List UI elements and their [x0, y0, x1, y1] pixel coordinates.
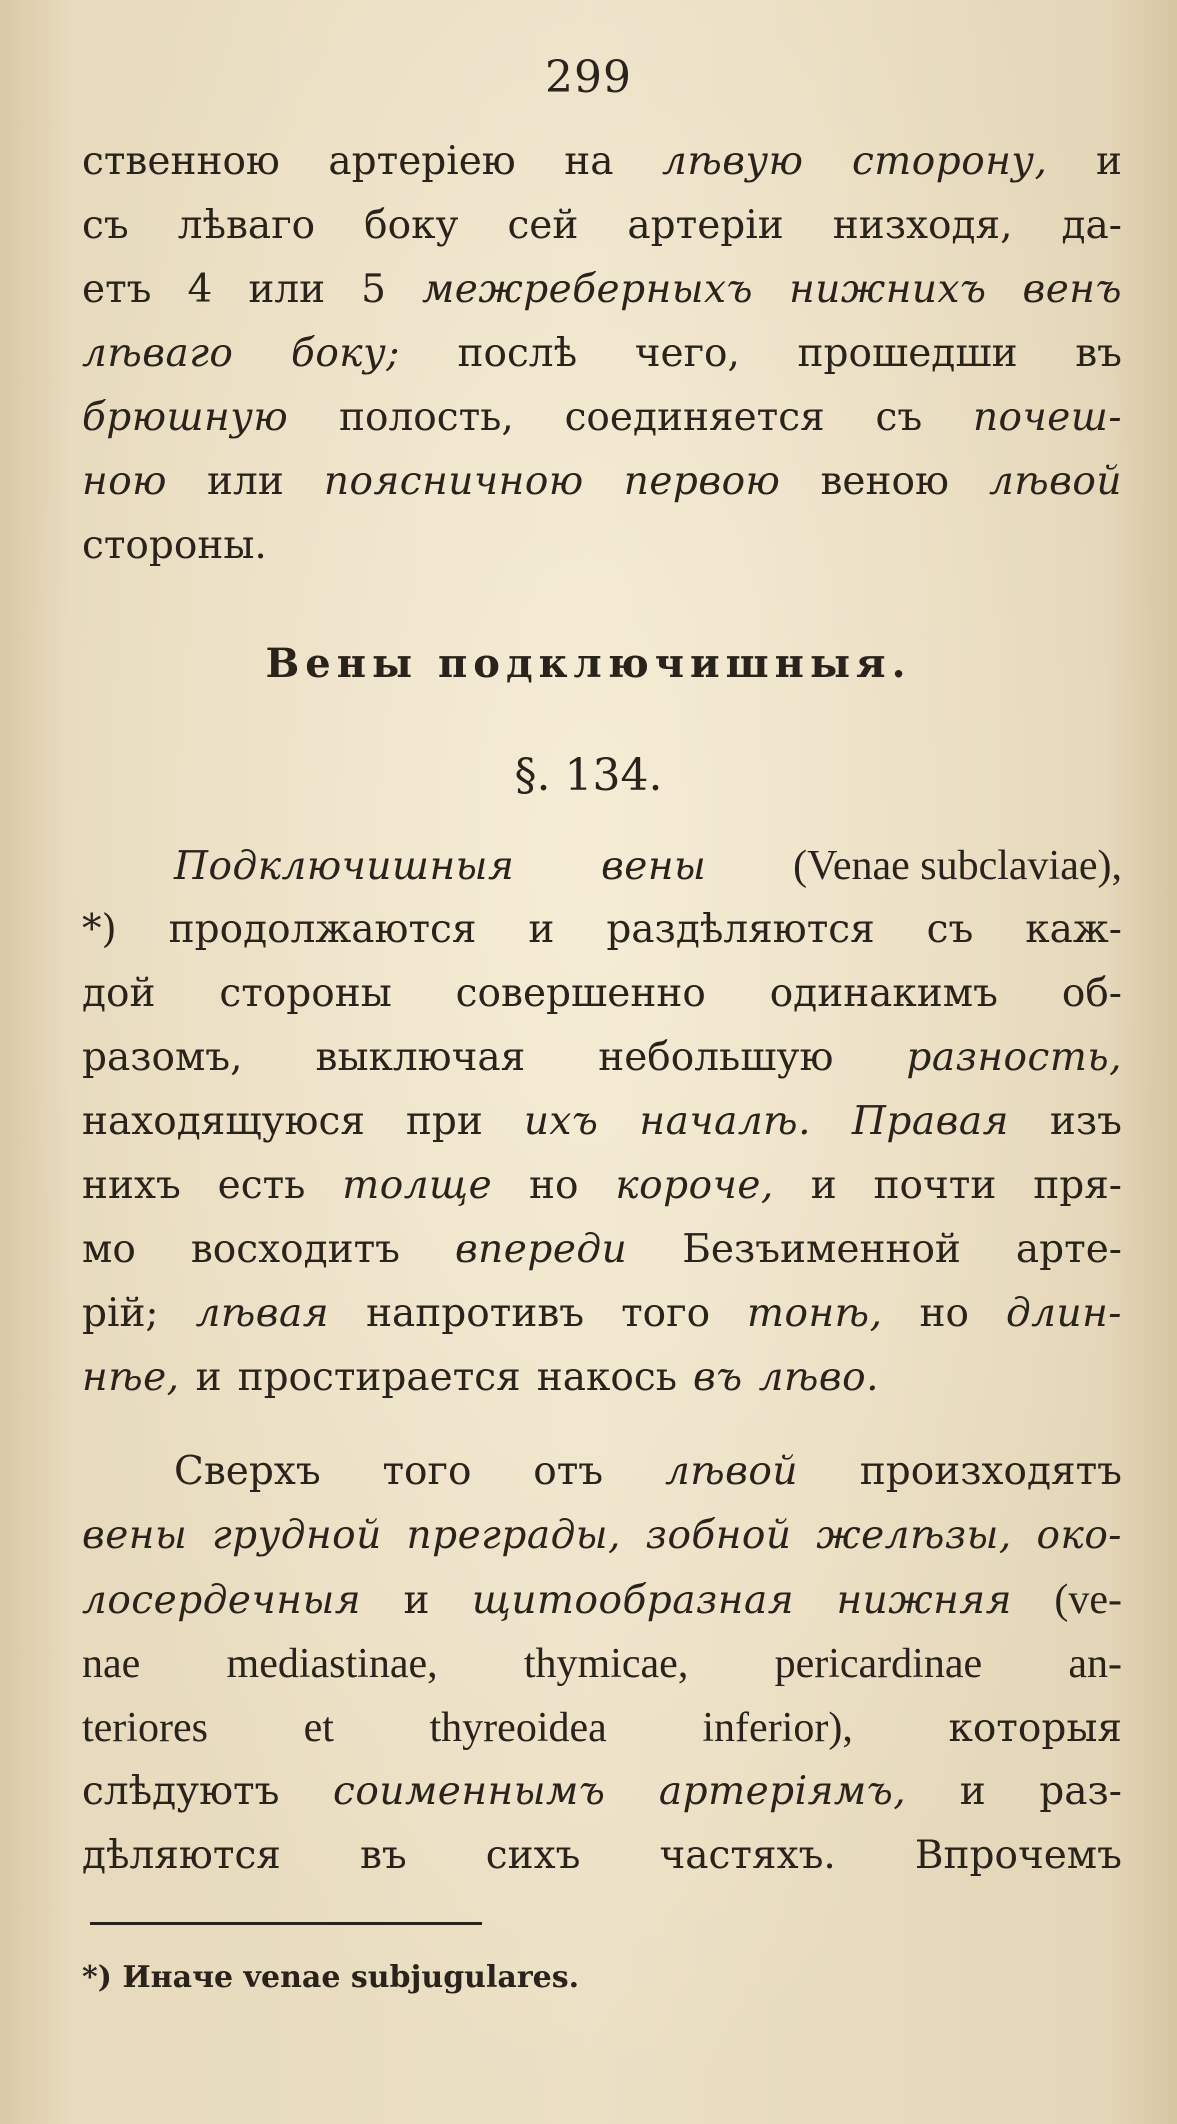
word: поясничною	[323, 459, 584, 504]
word: щитообразная	[471, 1578, 795, 1623]
text-line	[82, 1346, 1122, 1410]
paragraph-2	[82, 834, 1122, 1410]
word: которыя	[948, 1706, 1122, 1751]
word: око-	[1036, 1513, 1122, 1558]
word: вены	[601, 844, 707, 889]
text-line	[82, 962, 1122, 1026]
word: грудной	[211, 1513, 382, 1558]
text-line	[82, 1504, 1122, 1568]
word: первою	[623, 459, 781, 504]
word: соединяется	[564, 395, 825, 440]
word: межреберныхъ	[421, 267, 754, 312]
word: напротивъ	[366, 1291, 585, 1336]
word: дой	[82, 971, 156, 1016]
word: 5	[361, 267, 386, 312]
word: Подключишныя	[174, 844, 515, 889]
text-line	[82, 1760, 1122, 1824]
word: mediastinae,	[226, 1641, 438, 1687]
word: Впрочемъ	[914, 1833, 1122, 1878]
word: арте-	[1015, 1227, 1122, 1272]
word: сей	[507, 203, 579, 248]
word: слѣдуютъ	[82, 1769, 280, 1814]
word: да-	[1061, 203, 1122, 248]
text-line	[82, 1282, 1122, 1346]
word: боку	[364, 203, 459, 248]
text-line	[82, 1154, 1122, 1218]
word: венъ	[1022, 267, 1122, 312]
word: почти	[873, 1163, 997, 1208]
word: et	[303, 1705, 334, 1751]
word: и	[195, 1355, 222, 1400]
word: лѣвая	[195, 1291, 330, 1336]
word: артеріею	[328, 139, 516, 184]
page-number: 299	[545, 52, 632, 103]
word: или	[248, 267, 326, 312]
word: каж-	[1025, 907, 1122, 952]
word: и	[959, 1769, 986, 1814]
word: толще	[342, 1163, 493, 1208]
word: разность,	[906, 1035, 1122, 1080]
word: (ve-	[1054, 1577, 1122, 1623]
word: чего,	[634, 331, 740, 376]
word: и	[403, 1578, 430, 1623]
word: небольшую	[598, 1035, 834, 1080]
word: прошедши	[797, 331, 1018, 376]
word: нѣе,	[82, 1355, 180, 1400]
word: лѣваго	[177, 203, 316, 248]
word: того	[382, 1449, 472, 1494]
text-line	[82, 322, 1122, 386]
word: съ	[82, 203, 129, 248]
word: отъ	[533, 1449, 604, 1494]
text-line	[82, 258, 1122, 322]
footnote-rule	[90, 1922, 482, 1925]
word: въ	[1075, 331, 1122, 376]
text-line	[82, 1218, 1122, 1282]
word: началѣ.	[639, 1099, 811, 1144]
word: того	[621, 1291, 711, 1336]
word: thyreoidea	[429, 1705, 607, 1751]
word: рій;	[82, 1291, 159, 1336]
word: тонѣ,	[747, 1291, 883, 1336]
text-line	[82, 1632, 1122, 1696]
text-line	[82, 1440, 1122, 1504]
word: стороны.	[82, 523, 267, 568]
word: при	[405, 1099, 483, 1144]
word: находящуюся	[82, 1099, 365, 1144]
word: етъ	[82, 267, 152, 312]
text-line	[82, 834, 1122, 898]
word: вены	[82, 1513, 188, 1558]
word: разомъ,	[82, 1035, 243, 1080]
word: нижняя	[836, 1578, 1012, 1623]
word: nae	[82, 1641, 141, 1687]
word: съ	[926, 907, 974, 952]
word: почеш-	[972, 395, 1122, 440]
word: выключая	[315, 1035, 526, 1080]
word: полость,	[339, 395, 514, 440]
word: зобной	[645, 1513, 792, 1558]
text-line	[82, 1696, 1122, 1760]
word: впереди	[454, 1227, 628, 1272]
word: въ	[359, 1833, 407, 1878]
text-line	[82, 898, 1122, 962]
word: совершенно	[455, 971, 706, 1016]
word: лѣво.	[758, 1355, 879, 1400]
text-line	[82, 194, 1122, 258]
word: длин-	[1005, 1291, 1122, 1336]
word: ною	[82, 459, 168, 504]
section-heading: Вены подключишныя.	[265, 640, 912, 687]
word: thymicae,	[523, 1641, 689, 1687]
text-line	[82, 130, 1122, 194]
text-line	[82, 386, 1122, 450]
word: Безъименной	[682, 1227, 961, 1272]
text-line	[82, 514, 1122, 578]
word: одинакимъ	[769, 971, 998, 1016]
word: (Venae subclaviae),	[793, 843, 1122, 889]
word: боку;	[291, 331, 400, 376]
word: лѣвую	[662, 139, 804, 184]
word: простирается	[237, 1355, 521, 1400]
word: въ	[692, 1355, 743, 1400]
word: желѣзы,	[816, 1513, 1012, 1558]
text-line	[82, 1026, 1122, 1090]
footnote: *) Иначе venae subjugulares.	[82, 1960, 580, 1995]
word: лосердечныя	[82, 1578, 362, 1623]
word: произходятъ	[859, 1449, 1122, 1494]
word: ихъ	[523, 1099, 599, 1144]
word: раз-	[1039, 1769, 1122, 1814]
word: лѣвой	[664, 1449, 798, 1494]
word: *)	[82, 907, 117, 952]
word: и	[810, 1163, 837, 1208]
section-number: §. 134.	[514, 750, 663, 801]
word: низходя,	[832, 203, 1013, 248]
word: послѣ	[457, 331, 578, 376]
word: сихъ	[485, 1833, 581, 1878]
word: артеріямъ,	[658, 1769, 907, 1814]
text-line	[82, 1090, 1122, 1154]
word: но	[919, 1291, 969, 1336]
text-line	[82, 1568, 1122, 1632]
word: но	[529, 1163, 579, 1208]
word: частяхъ.	[659, 1833, 836, 1878]
word: inferior),	[702, 1705, 853, 1751]
word: соименнымъ	[333, 1769, 606, 1814]
word: накось	[536, 1355, 677, 1400]
word: и	[528, 907, 555, 952]
word: есть	[217, 1163, 306, 1208]
word: 4	[187, 267, 213, 312]
word: пря-	[1033, 1163, 1122, 1208]
word: an-	[1068, 1641, 1122, 1687]
text-line	[82, 1824, 1122, 1888]
paragraph-1	[82, 130, 1122, 578]
text-line	[82, 450, 1122, 514]
word: брюшную	[82, 395, 289, 440]
word: лѣваго	[82, 331, 234, 376]
word: Правая	[851, 1099, 1009, 1144]
word: лѣвой	[988, 459, 1122, 504]
word: раздѣляются	[606, 907, 875, 952]
word: восходитъ	[190, 1227, 400, 1272]
word: веною	[820, 459, 949, 504]
word: артеріи	[627, 203, 784, 248]
word: или	[207, 459, 284, 504]
word: Сверхъ	[174, 1449, 321, 1494]
word: продолжаются	[168, 907, 477, 952]
word: дѣляются	[82, 1833, 281, 1878]
paragraph-3	[82, 1440, 1122, 1888]
word: ственною	[82, 139, 280, 184]
word: съ	[875, 395, 923, 440]
word: нихъ	[82, 1163, 181, 1208]
word: стороны	[219, 971, 392, 1016]
word: сторону,	[851, 139, 1048, 184]
word: teriores	[82, 1705, 208, 1751]
word: преграды,	[406, 1513, 621, 1558]
word: на	[564, 139, 614, 184]
word: нижнихъ	[789, 267, 987, 312]
word: мо	[82, 1227, 136, 1272]
word: короче,	[615, 1163, 774, 1208]
word: об-	[1061, 971, 1122, 1016]
word: изъ	[1049, 1099, 1122, 1144]
word: pericardinae	[774, 1641, 983, 1687]
word: и	[1095, 139, 1122, 184]
